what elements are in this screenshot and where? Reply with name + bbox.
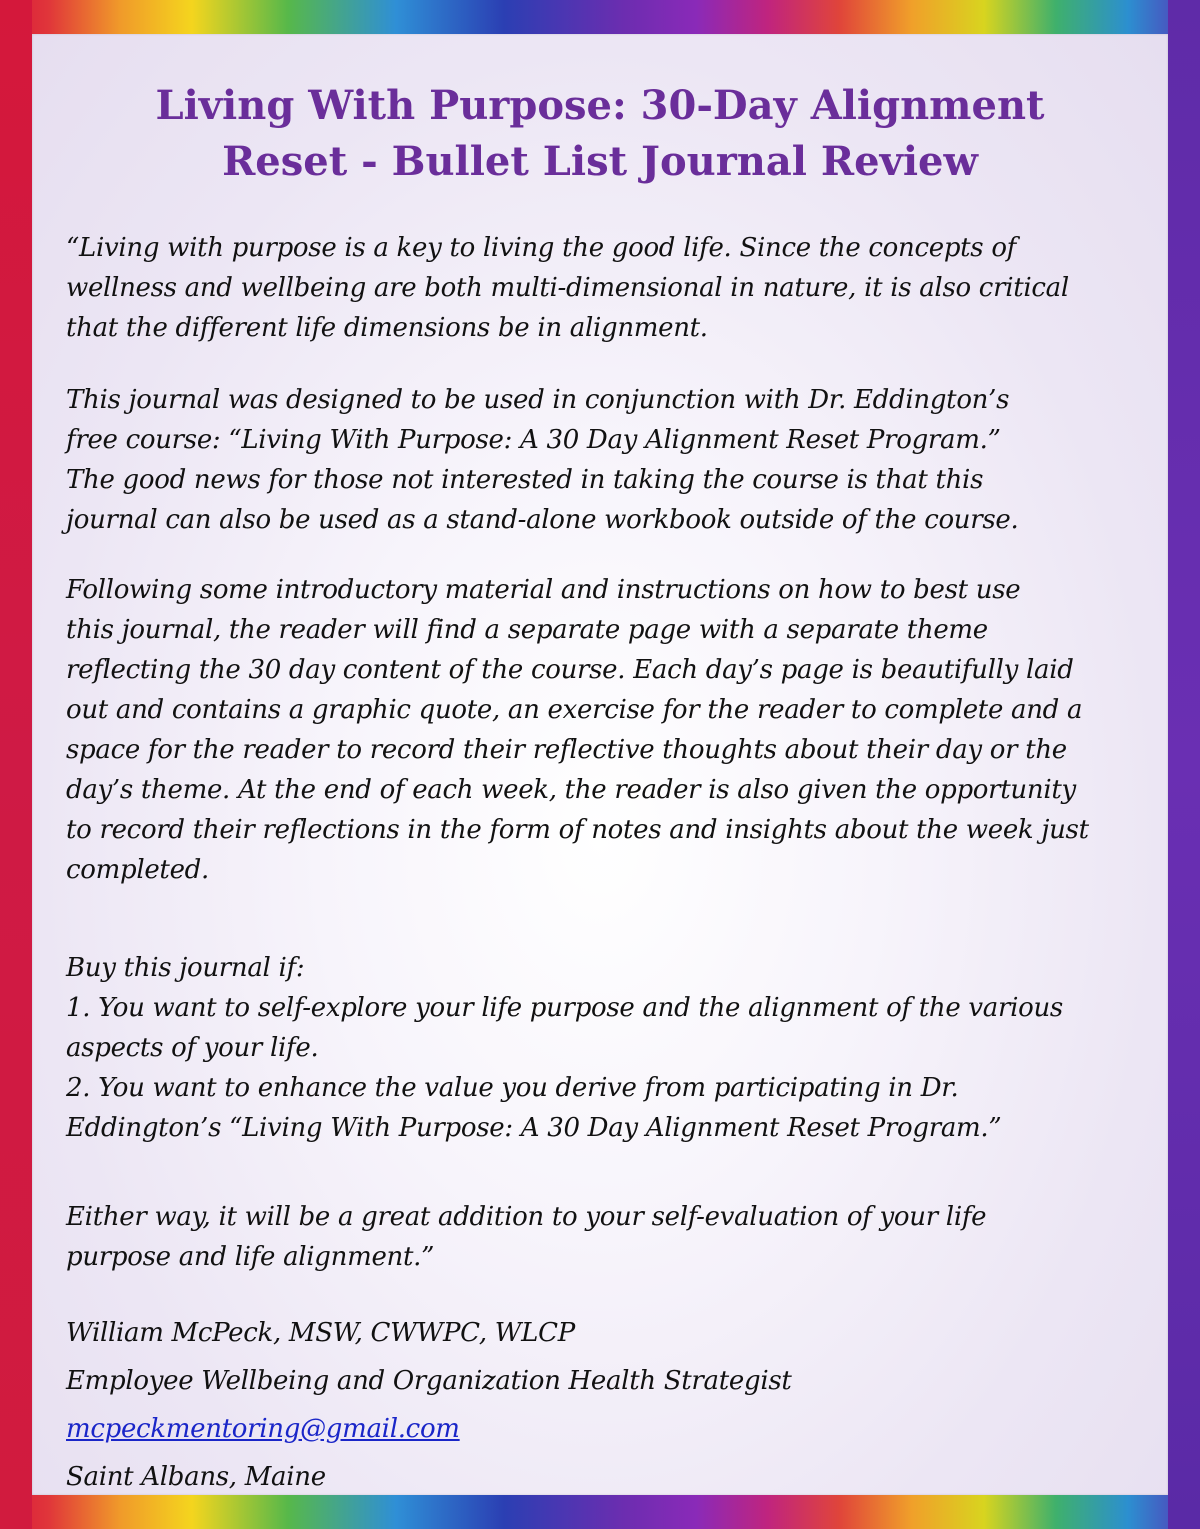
- text-line: this journal, the reader will find a separate page with a separate theme: [66, 615, 988, 645]
- text-line: free course: “Living With Purpose: A 30 Day Alignment Reset Program.”: [66, 425, 1001, 455]
- text-line: The good news for those not interested in taking the course is that this: [66, 465, 984, 495]
- signature-block: [66, 1309, 1146, 1501]
- text-line: completed.: [66, 855, 209, 885]
- paragraph-contents: [66, 570, 1146, 890]
- title-line-1: Living With Purpose: 30-Day Alignment: [155, 82, 1045, 129]
- list-item: 2. You want to enhance the value you derive from participating in Dr.: [66, 1073, 959, 1103]
- text-line: out and contains a graphic quote, an exercise for the reader to complete and a: [66, 695, 1083, 725]
- buy-list: [66, 948, 1146, 1148]
- text-line: wellness and wellbeing are both multi-dimensional in nature, it is also critical: [66, 273, 1069, 303]
- page-title: [32, 78, 1168, 190]
- author-role: Employee Wellbeing and Organization Health Strategist: [66, 1366, 792, 1396]
- text-line: reflecting the 30 day content of the course. Each day’s page is beautifully laid: [66, 655, 1074, 685]
- paragraph-intro: [66, 228, 1146, 348]
- list-item: Eddington’s “Living With Purpose: A 30 Day Alignment Reset Program.”: [66, 1113, 1002, 1143]
- text-line: Either way, it will be a great addition to your self-evaluation of your life: [66, 1202, 987, 1232]
- text-line: Following some introductory material and instructions on how to best use: [66, 575, 1021, 605]
- text-line: day’s theme. At the end of each week, the reader is also given the opportunity: [66, 775, 1076, 805]
- author-location: Saint Albans, Maine: [66, 1462, 326, 1492]
- text-line: purpose and life alignment.”: [66, 1242, 435, 1272]
- border-right: [1168, 0, 1200, 1529]
- review-page: [32, 34, 1168, 1495]
- title-line-2: Reset - Bullet List Journal Review: [222, 138, 978, 185]
- border-left: [0, 0, 32, 1529]
- paragraph-closing: [66, 1197, 1146, 1277]
- author-name: William McPeck, MSW, CWWPC, WLCP: [66, 1318, 575, 1348]
- buy-list-heading: Buy this journal if:: [66, 953, 305, 983]
- text-line: journal can also be used as a stand-alone workbook outside of the course.: [66, 505, 1019, 535]
- list-item: aspects of your life.: [66, 1033, 319, 1063]
- paragraph-course: [66, 380, 1146, 540]
- text-line: This journal was designed to be used in conjunction with Dr. Eddington’s: [66, 385, 1010, 415]
- list-item: 1. You want to self-explore your life purpose and the alignment of the various: [66, 993, 1063, 1023]
- text-line: to record their reflections in the form of notes and insights about the week just: [66, 815, 1089, 845]
- text-line: space for the reader to record their reflective thoughts about their day or the: [66, 735, 1067, 765]
- email-link[interactable]: mcpeckmentoring@gmail.com: [66, 1414, 460, 1444]
- text-line: “Living with purpose is a key to living the good life. Since the concepts of: [66, 233, 1016, 263]
- text-line: that the different life dimensions be in alignment.: [66, 313, 708, 343]
